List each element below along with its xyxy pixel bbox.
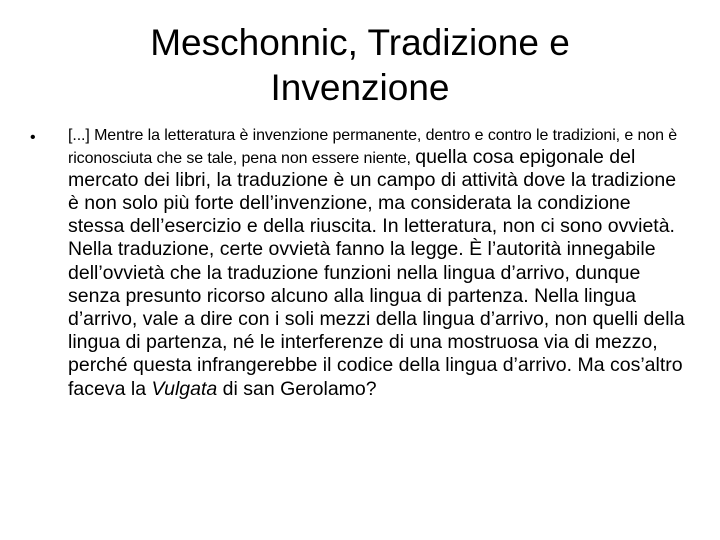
quote-italic-title: Vulgata <box>151 377 218 400</box>
slide-title: Meschonnic, Tradizione e Invenzione <box>150 22 570 108</box>
quote-text <box>68 126 690 401</box>
quote-main <box>68 146 685 400</box>
quote-intro: [...] Mentre la letteratura è invenzione permanente, dentro e contro le tradizioni, e non è riconosciuta che se tale, pena non essere niente, <box>68 127 678 167</box>
bullet-icon: • <box>30 129 36 146</box>
quote-main-after: di san Gerolamo? <box>217 377 377 400</box>
quote-main-before: quella cosa epigonale del mercato dei libri, la traduzione è un campo di attività dove la tradizione è non solo più forte dell’invenzione, ma considerata la condizione stessa dell’esercizio e della riuscita. In letteratura, non ci sono ovvietà. Nella traduzione, certe ovvietà fanno la legge. È l’autorità innegabile dell’ovvietà che la traduzione funzioni nella lingua d’arrivo, dunque senza presunto ricorso alcuno alla lingua di partenza. Nella lingua d’arrivo, vale a dire con i soli mezzi della lingua d’arrivo, non quelli della lingua di partenza, né le interferenze di una mostruosa via di mezzo, perché questa infrangerebbe il codice della lingua d’arrivo. Ma cos’altro faceva la <box>68 145 685 400</box>
bullet-item <box>30 126 690 401</box>
